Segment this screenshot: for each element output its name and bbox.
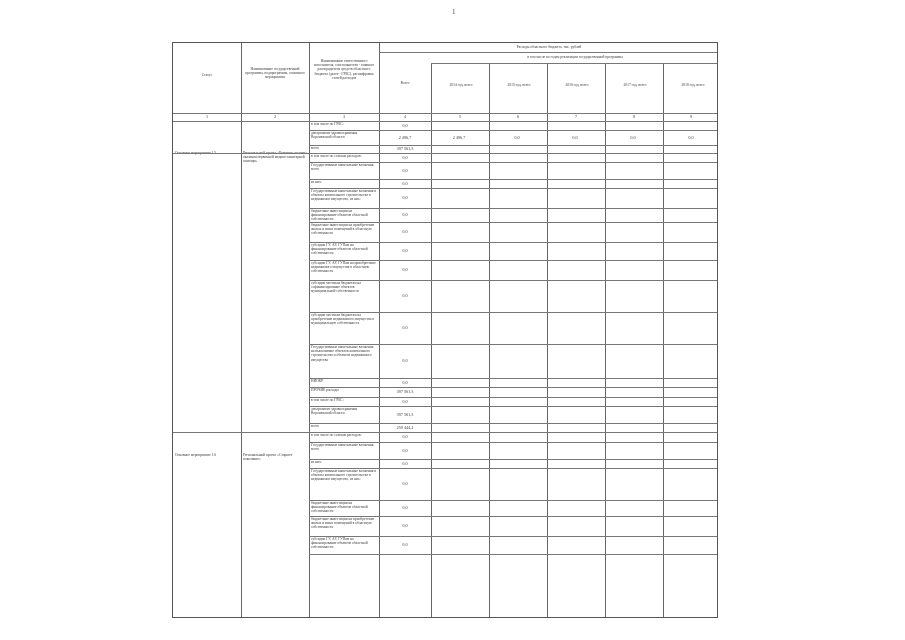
row-total: 0,0 [402, 358, 408, 363]
row-label: в том числе по статьям расходов: [311, 433, 362, 437]
row-total: 0,0 [402, 122, 408, 128]
col-border [547, 63, 548, 617]
row-total: 0,0 [402, 447, 408, 453]
row-label: в том числе по ГРБС: [311, 122, 344, 126]
header-year: 2018 год, всего [681, 83, 705, 87]
row-total: 0,0 [402, 167, 408, 173]
row-total: 0,0 [402, 267, 408, 272]
row-total: 0,0 [402, 523, 408, 528]
row-total: 397 561,3 [396, 146, 414, 151]
row-total: 0,0 [402, 379, 408, 385]
row-label: бюджетные инвестиции на финансирование объектов областной собственности [311, 209, 368, 222]
header-responsible: Наименование ответственного исполнителя, соисполнителя - главного распорядителя средств областного бюджета (далее - ГРБС), расшифровка статей расходов [313, 59, 375, 80]
group-status: Основное мероприятие 1.5 [175, 151, 217, 155]
row-label: всего [311, 146, 320, 150]
row-label: из них: [311, 460, 322, 464]
header-rule [173, 121, 717, 122]
row-label: субсидии ГУ, АУ, ГУПам на приобретение недвижимого имущества в областную собственность [311, 261, 376, 274]
row-label: из них: [311, 180, 322, 184]
row-year-value: 2 496,7 [452, 134, 466, 140]
row-label: департамент здравоохранения Воронежской области [311, 131, 358, 140]
col-border [605, 63, 606, 617]
row-label: бюджетные инвестиции на приобретение жилых и иных помещений в областную собственность [311, 517, 375, 530]
row-label: Государственные капитальные вложения в объекты капитального строительства и недвижимое имущество, из них: [311, 189, 377, 202]
row-total: 397 561,3 [396, 389, 414, 394]
group-name: Региональный проект «Старшее поколение» [243, 453, 293, 462]
column-number: 4 [403, 114, 407, 119]
column-number: 5 [458, 114, 462, 119]
row-rule [173, 432, 717, 433]
header-year: 2017 год, всего [623, 83, 647, 87]
row-total: 0,0 [402, 460, 408, 466]
header-year: 2014 год, всего [449, 83, 473, 87]
row-total: 0,0 [402, 248, 408, 253]
header-group-title: Расходы областного бюджета, тыс. рублей [516, 45, 582, 49]
row-total: 0,0 [402, 195, 408, 200]
header-year: 2015 год, всего [507, 83, 531, 87]
column-number: 6 [516, 114, 520, 119]
row-total: 0,0 [402, 180, 408, 186]
row-label: субсидии ГУ, АУ, ГУПам на финансирование объектов областной собственности [311, 243, 368, 256]
header-status: Статус [201, 73, 213, 77]
row-total: 250 444,2 [396, 424, 414, 430]
header-year: 2016 год, всего [565, 83, 589, 87]
row-label: Государственные капитальные вложения в объекты капитального строительства и недвижимое имущество, из них: [311, 469, 377, 482]
group-name: Региональный проект «Развитие системы оказания первичной медико-санитарной помощи» [243, 151, 307, 164]
header-name: Наименование государственной программы, подпрограммы, основного мероприятия [245, 67, 305, 80]
row-total: 0,0 [402, 434, 408, 439]
budget-table [172, 42, 718, 618]
column-number: 3 [342, 114, 346, 119]
row-label: бюджетные инвестиции на приобретение жилых и иных помещений в областную собственность [311, 223, 375, 236]
row-label: субсидии местным бюджетам на софинансирование объектов муниципальной собственности [311, 281, 361, 294]
header-rule [173, 113, 717, 114]
header-total: Всего [400, 81, 410, 85]
group-status: Основное мероприятие 1.6 [175, 453, 217, 457]
header-rule [379, 52, 717, 53]
row-year-value: 0,0 [688, 134, 694, 140]
row-label: департамент здравоохранения Воронежской области [311, 407, 358, 416]
row-rule [173, 153, 717, 154]
row-total: 0,0 [402, 154, 408, 160]
row-label: Государственные капитальные вложения на выполнение объектов капитального строительства и объектов недвижимого имущества [311, 345, 374, 362]
column-number: 1 [205, 114, 209, 119]
row-label: субсидии ГУ, АУ, ГУПам на финансирование объектов областной собственности [311, 537, 368, 550]
row-year-value: 0,0 [514, 134, 520, 140]
row-total: 0,0 [402, 229, 408, 234]
row-label: Государственные капитальные вложения, всего [311, 163, 375, 172]
column-number: 7 [574, 114, 578, 119]
row-total: 0,0 [402, 542, 408, 547]
row-label: всего [311, 424, 320, 428]
column-number: 2 [273, 114, 277, 119]
row-label: в том числе по статьям расходов: [311, 154, 362, 158]
row-total: 0,0 [402, 398, 408, 404]
row-total: 0,0 [402, 505, 408, 510]
row-rule [309, 554, 717, 555]
row-label: Государственные капитальные вложения, всего [311, 443, 375, 452]
row-label: ПРОЧИЕ расходы [311, 388, 339, 392]
row-total: 0,0 [402, 481, 408, 486]
row-total: 397 561,3 [396, 411, 414, 417]
row-year-value: 0,0 [630, 134, 636, 140]
row-total: 0,0 [402, 293, 408, 298]
row-total: 0,0 [402, 212, 408, 217]
row-label: НИОКР [311, 379, 324, 383]
row-label: субсидии местным бюджетам на приобретение недвижимого имущества в муниципальную собственность [311, 313, 375, 326]
column-number: 8 [632, 114, 636, 119]
row-label: бюджетные инвестиции на финансирование объектов областной собственности [311, 501, 368, 514]
col-border [431, 63, 432, 617]
row-year-value: 0,0 [572, 134, 578, 140]
header-subgroup: в том числе по годам реализации государственной программы [527, 55, 623, 59]
col-border [241, 43, 242, 617]
page-number-mark: 1 [452, 8, 456, 16]
header-rule [431, 63, 717, 64]
col-border [663, 63, 664, 617]
row-label: в том числе по ГРБС: [311, 398, 344, 402]
column-number: 9 [689, 114, 693, 119]
row-total: 2 496,7 [398, 134, 412, 140]
row-total: 0,0 [402, 325, 408, 330]
col-border [489, 63, 490, 617]
